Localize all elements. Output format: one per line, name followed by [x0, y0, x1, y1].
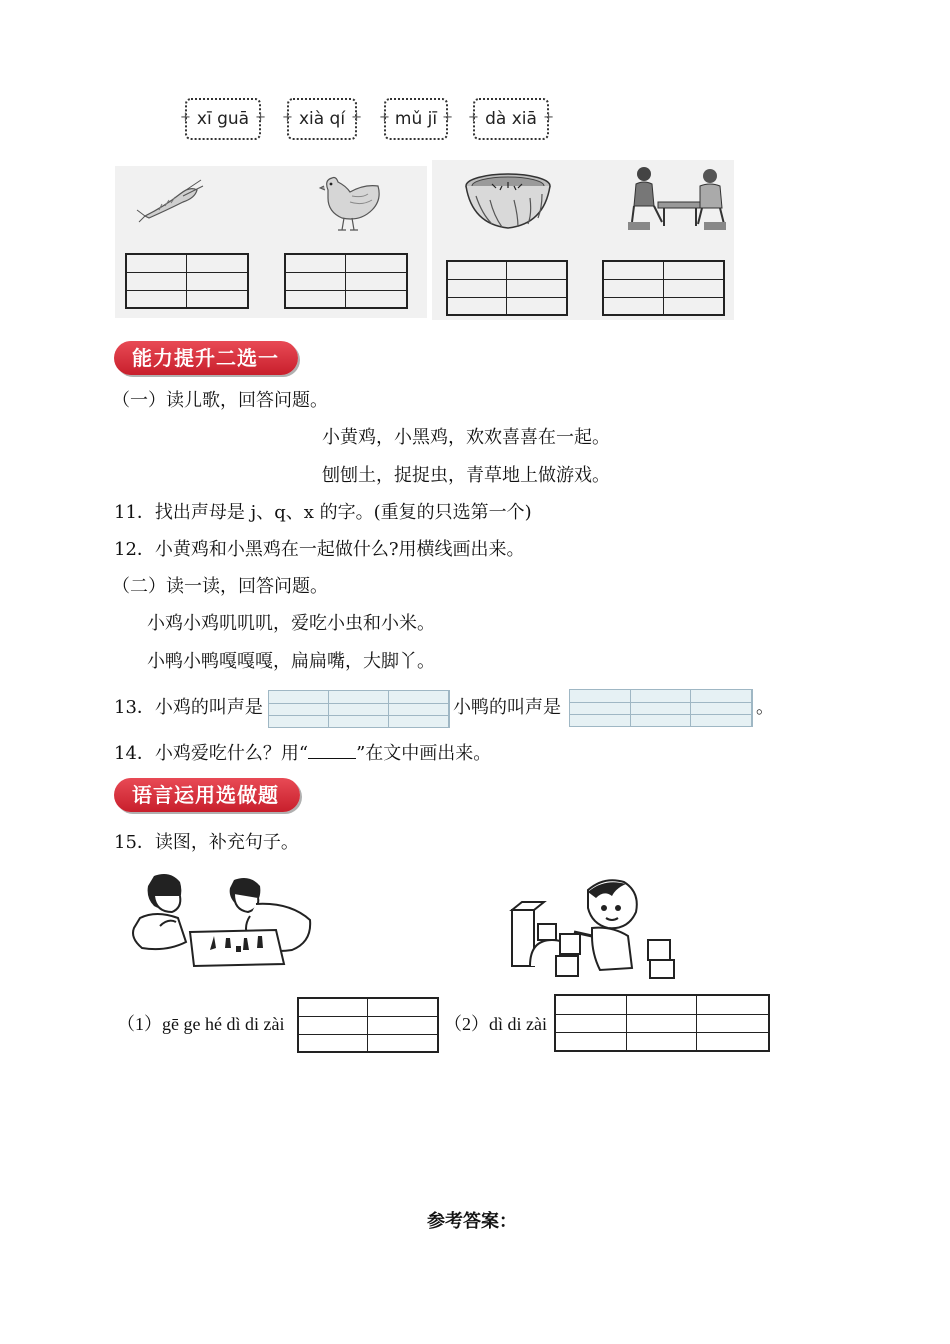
poem-line-1: 小黄鸡，小黑鸡，欢欢喜喜在一起。: [322, 427, 610, 448]
answers-heading: 参考答案：: [427, 1211, 517, 1232]
pinyin-tag-xiaqi: + xià qí +: [287, 98, 357, 140]
kids-playing-chess-illustration: [126, 872, 316, 970]
pinyin-tag-daxia: + dà xiā +: [473, 98, 549, 140]
boy-with-blocks-illustration: [508, 876, 678, 980]
hen-illustration: [316, 172, 384, 234]
question-13-end: 。: [756, 697, 774, 718]
question-15-sub-1: （1）gē ge hé dì di zài: [117, 1014, 285, 1034]
question-15-sub-2: （2）dì di zài: [444, 1014, 547, 1034]
underline-sample: [308, 742, 356, 759]
answer-grid-15-1[interactable]: [297, 997, 439, 1053]
pinyin-tag-xigua: + xī guā +: [185, 98, 261, 140]
section-banner-ability: 能力提升二选一: [114, 341, 298, 375]
part2-heading: （二）读一读，回答问题。: [112, 576, 328, 597]
question-14-part-b: ”在文中画出来。: [356, 743, 492, 764]
shrimp-illustration: [135, 176, 205, 224]
question-13-part-a: 13．小鸡的叫声是: [114, 697, 263, 718]
writing-grid-3[interactable]: [446, 260, 568, 316]
pinyin-tag-muji: + mǔ jī +: [384, 98, 448, 140]
passage-line-1: 小鸡小鸡叽叽叽，爱吃小虫和小米。: [147, 613, 435, 634]
watermelon-illustration: [462, 170, 554, 232]
question-13-part-b: 小鸭的叫声是: [453, 697, 561, 718]
answer-grid-15-2[interactable]: [554, 994, 770, 1052]
answer-grid-chick-sound[interactable]: [268, 690, 450, 728]
writing-grid-2[interactable]: [284, 253, 408, 309]
question-14-part-a: 14．小鸡爱吃什么？用“: [114, 743, 309, 764]
question-14: [114, 742, 491, 766]
question-11: 11．找出声母是 j、q、x 的字。(重复的只选第一个): [114, 502, 532, 523]
chess-players-illustration: [624, 164, 730, 236]
question-15: 15．读图，补充句子。: [114, 832, 299, 853]
part1-heading: （一）读儿歌，回答问题。: [112, 390, 328, 411]
question-12: 12．小黄鸡和小黑鸡在一起做什么?用横线画出来。: [114, 539, 525, 560]
writing-grid-4[interactable]: [602, 260, 725, 316]
section-banner-language: 语言运用选做题: [114, 778, 300, 812]
passage-line-2: 小鸭小鸭嘎嘎嘎，扁扁嘴，大脚丫。: [147, 651, 435, 672]
poem-line-2: 刨刨土，捉捉虫，青草地上做游戏。: [322, 465, 610, 486]
answer-grid-duck-sound[interactable]: [569, 689, 753, 727]
writing-grid-1[interactable]: [125, 253, 249, 309]
